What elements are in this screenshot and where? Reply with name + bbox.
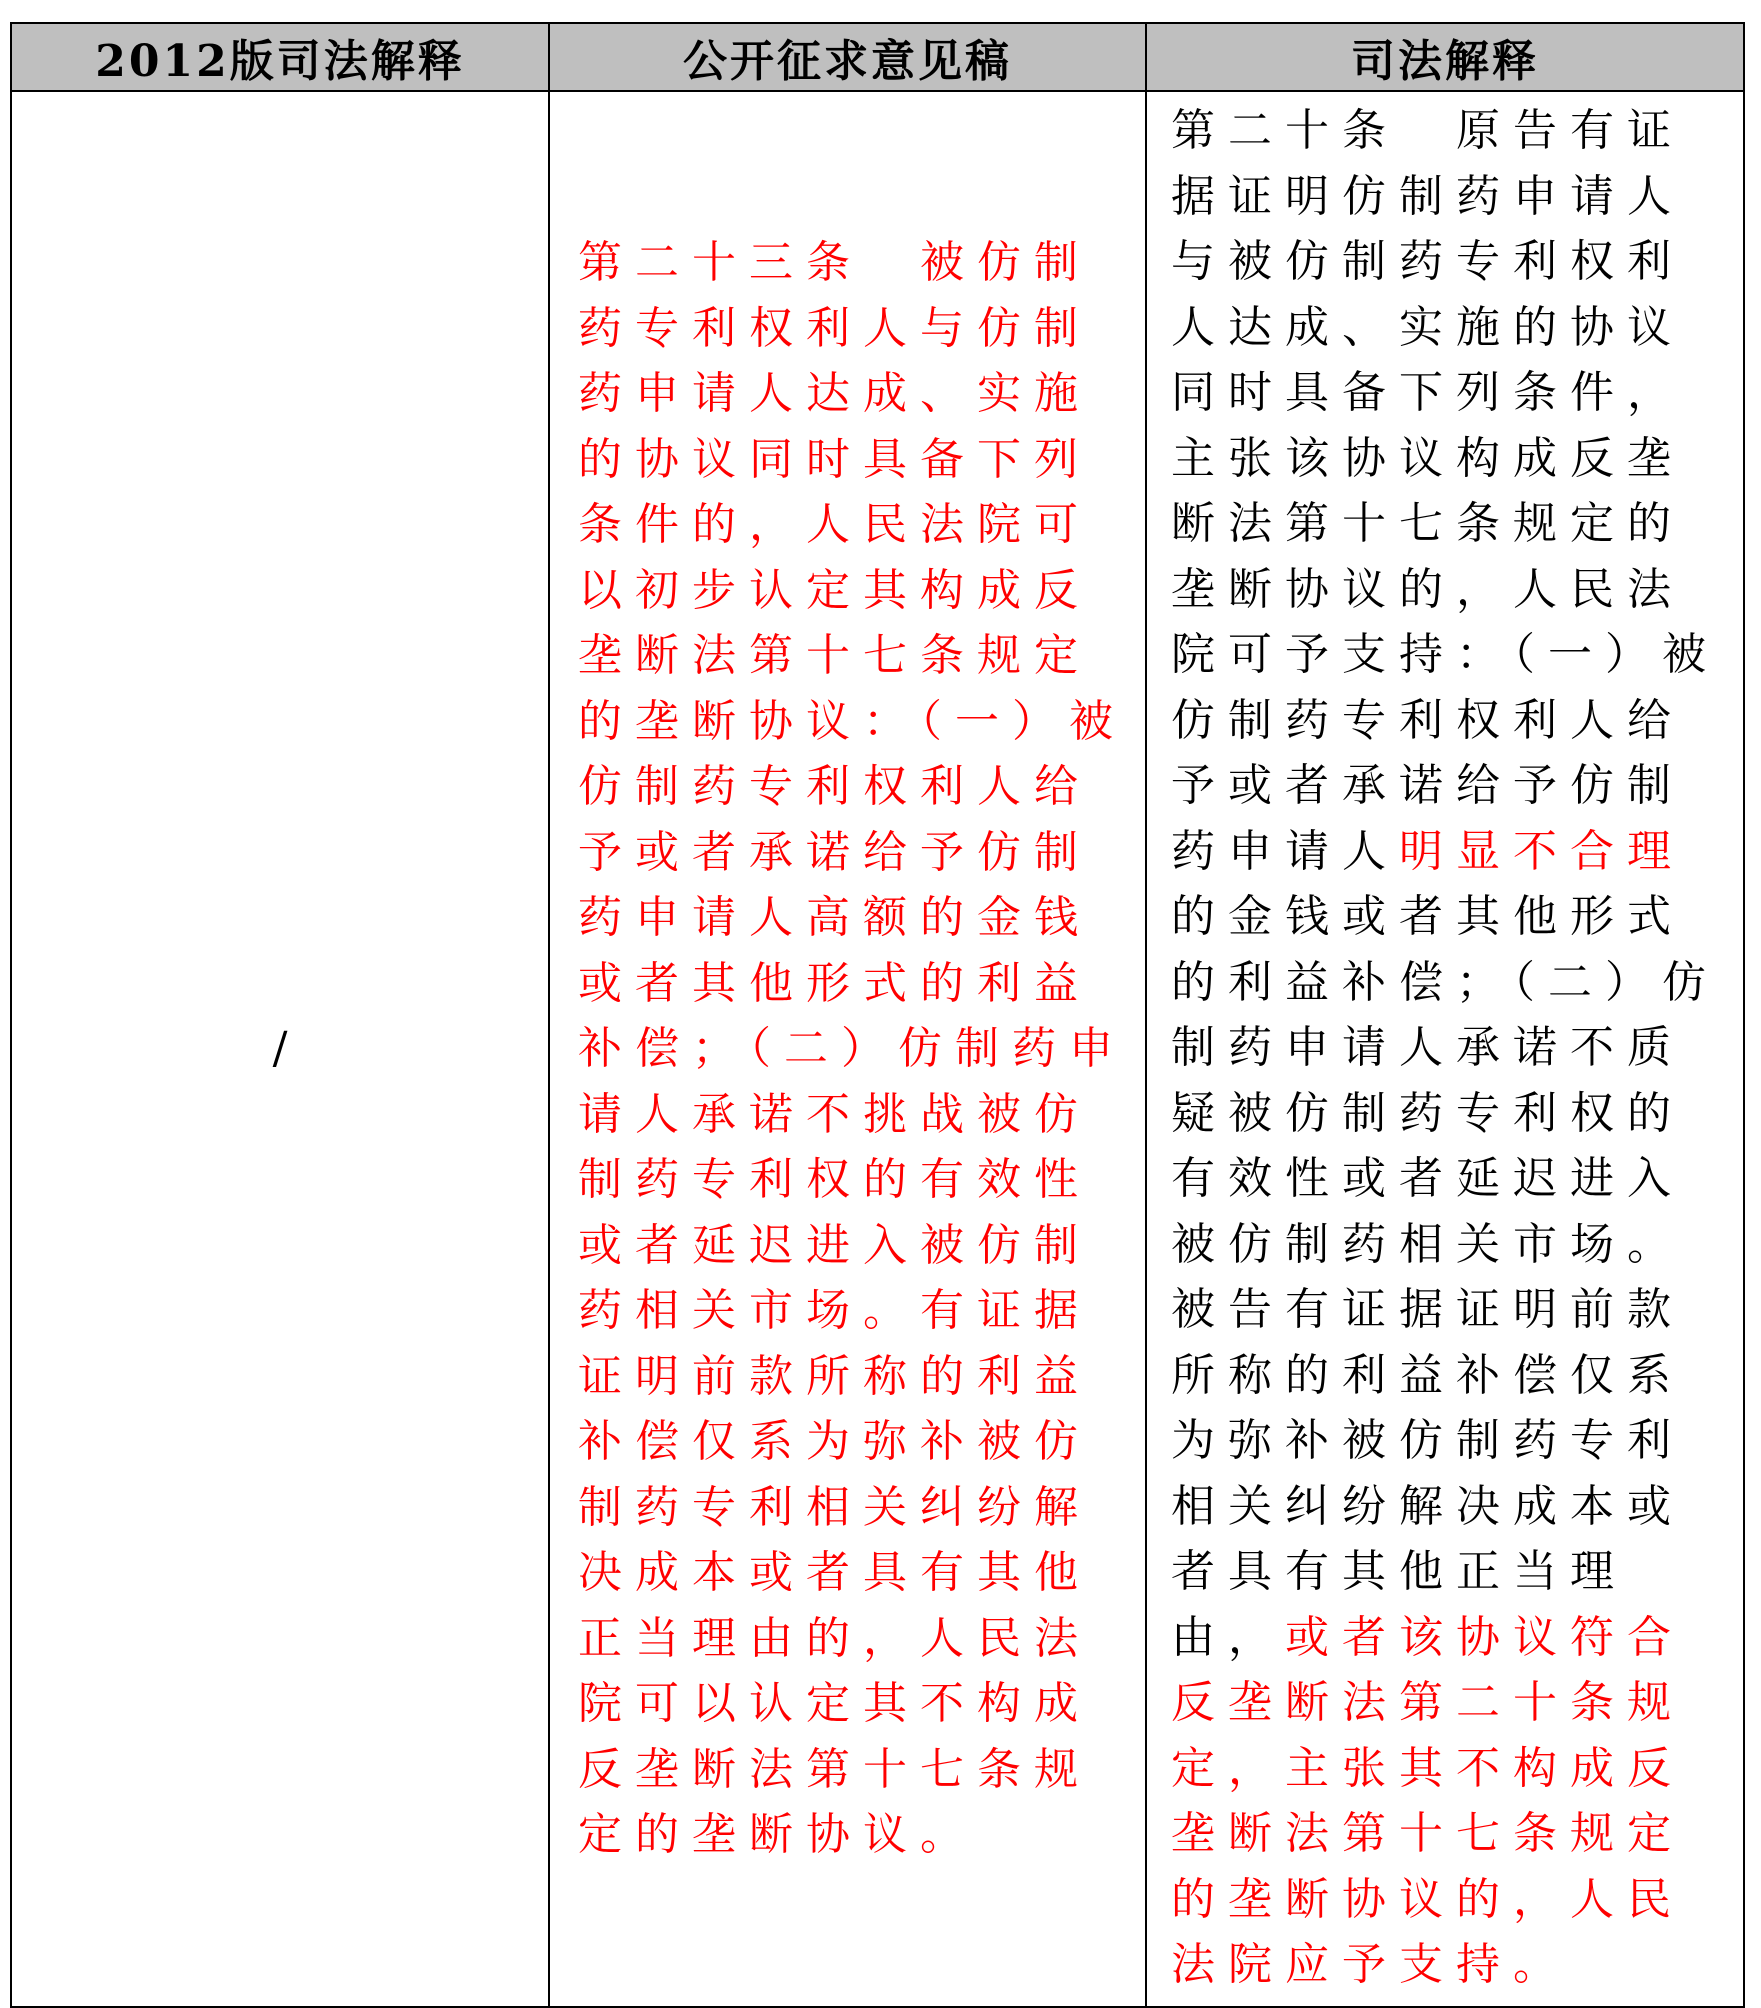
content-row <box>11 91 1744 2007</box>
draft-article-text: 第二十三条 被仿制药专利权利人与仿制药申请人达成、实施的协议同时具备下列条件的，人民法院可以初步认定其构成反垄断法第十七条规定的垄断协议：（一）被仿制药专利权利人给予或者承诺给予仿制药申请人高额的金钱或者其他形式的利益补偿；（二）仿制药申请人承诺不挑战被仿制药专利权的有效性或者延迟进入被仿制药相关市场。有证据证明前款所称的利益补偿仅系为弥补被仿制药专利相关纠纷解决成本或者具有其他正当理由的，人民法院可以认定其不构成反垄断法第十七条规定的垄断协议。 <box>578 237 1126 1860</box>
cell-public-draft <box>549 91 1146 2007</box>
final-article-text: 第二十条 原告有证据证明仿制药申请人与被仿制药专利权利人达成、实施的协议同时具备下列条件，主张该协议构成反垄断法第十七条规定的垄断协议的，人民法院可予支持：（一）被仿制药专利权利人给予或者承诺给予仿制药申请人 <box>1171 105 1719 877</box>
header-public-draft: 公开征求意见稿 <box>549 23 1146 91</box>
cell-judicial-interpretation <box>1146 91 1744 2007</box>
empty-marker: / <box>272 1023 288 1075</box>
final-amendment-highlight-closing: 或者该协议符合反垄断法第二十条规定，主张其不构成反垄断法第十七条规定的垄断协议的，人民法院应予支持。 <box>1171 1611 1684 1990</box>
header-row <box>11 23 1744 91</box>
header-judicial-interpretation: 司法解释 <box>1146 23 1744 91</box>
comparison-table <box>10 22 1745 2008</box>
cell-2012-version <box>11 91 549 2007</box>
header-2012-version: 2012版司法解释 <box>11 23 549 91</box>
final-article-text-continued: 的金钱或者其他形式的利益补偿；（二）仿制药申请人承诺不质疑被仿制药专利权的有效性或者延迟进入被仿制药相关市场。被告有证据证明前款所称的利益补偿仅系为弥补被仿制药专利相关纠纷解决成本或者具有其他正当理由， <box>1171 891 1719 1663</box>
final-amendment-highlight: 明显不合理 <box>1399 825 1684 877</box>
